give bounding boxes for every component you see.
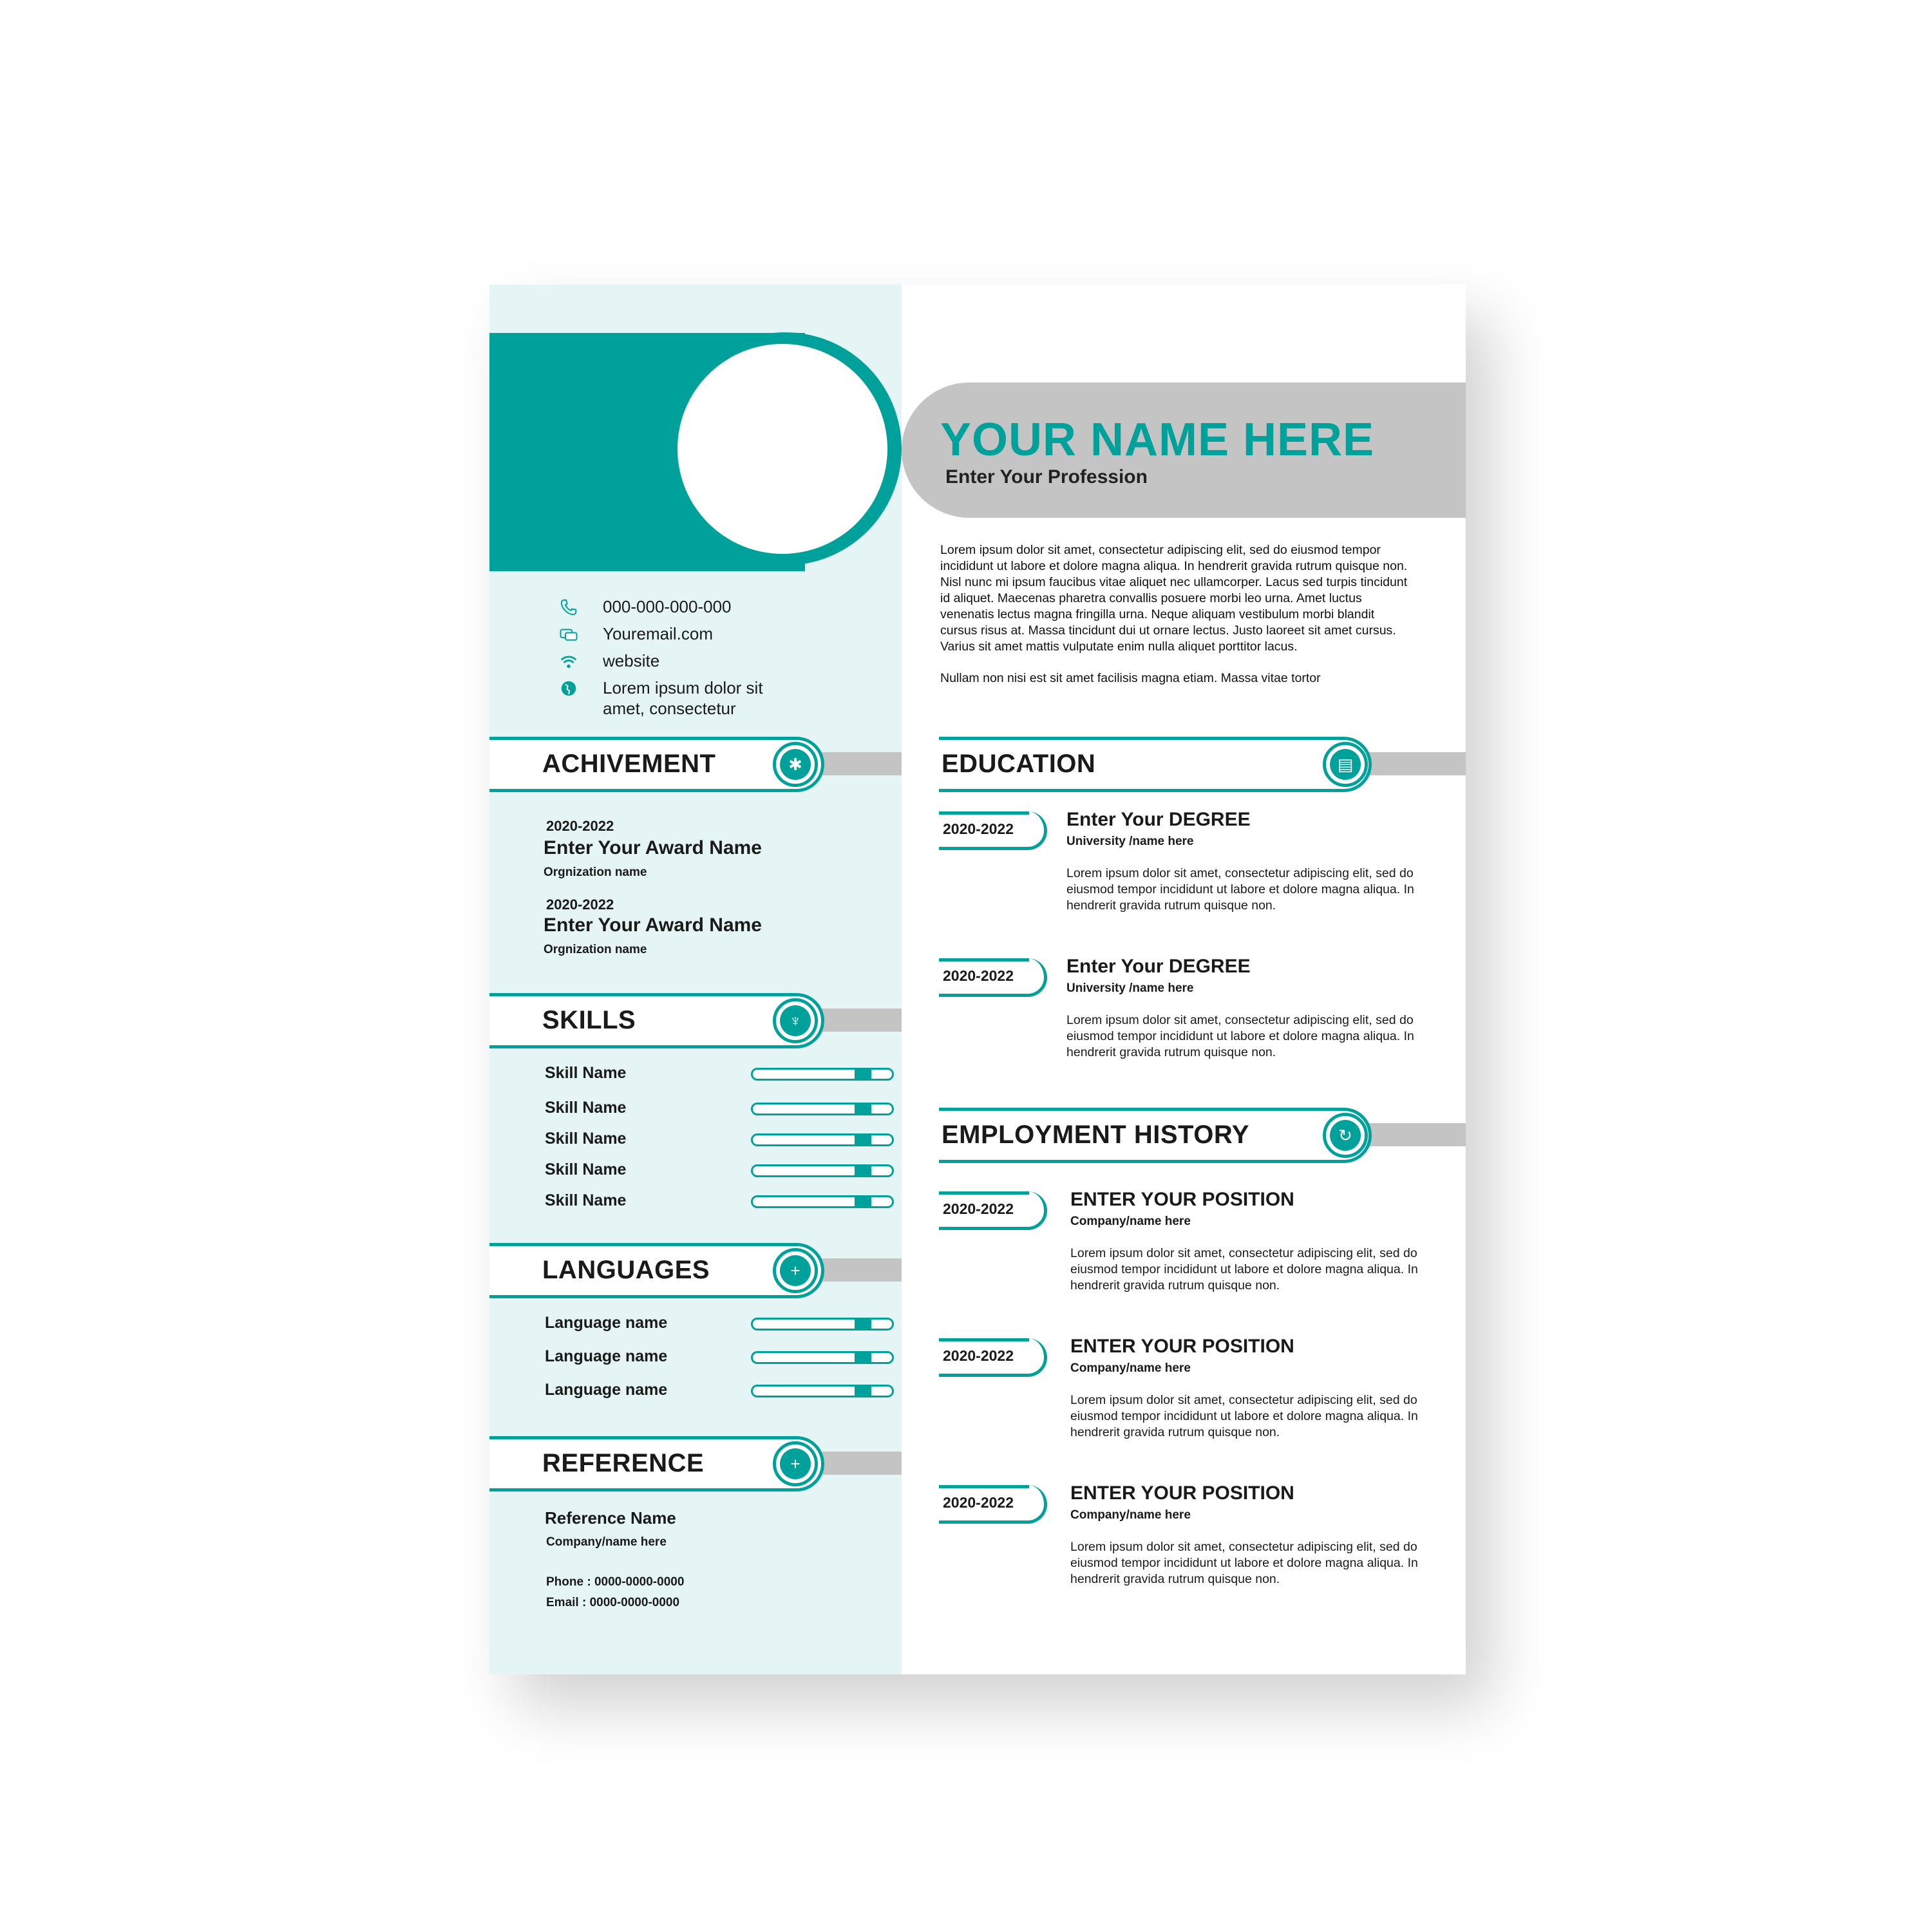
employment-title: EMPLOYMENT HISTORY [942,1121,1249,1149]
level-fill [855,1387,871,1396]
language-row [545,1314,896,1333]
employment-title: ENTER YOUR POSITION [1070,1482,1294,1504]
level-bar [751,1133,894,1146]
skill-row [545,1099,896,1118]
reference-title: REFERENCE [542,1449,705,1477]
user-add-icon: + [773,1248,818,1293]
skill-row [545,1130,896,1149]
bar-label: Skill Name [545,1160,627,1179]
reference-phone: Phone : 0000-0000-0000 [546,1575,685,1589]
pill-top-line [939,1485,1029,1488]
globe-icon [559,679,578,698]
education-description: Lorem ipsum dolor sit amet, consectetur adipiscing elit, sed do eiusmod tempor incididunt ut labore et dolore magna aliqua. In hendrerit gravida rutrum quisque non. [1066,1013,1414,1059]
address-text: Lorem ipsum dolor sit amet, consectetur [603,678,763,718]
refresh-icon: ↻ [1323,1113,1368,1158]
education-description: Lorem ipsum dolor sit amet, consectetur adipiscing elit, sed do eiusmod tempor incididunt ut labore et dolore magna aliqua. In hendrerit gravida rutrum quisque non. [1066,866,1414,913]
education-subtitle: University /name here [1066,981,1194,995]
employment-description: Lorem ipsum dolor sit amet, consectetur adipiscing elit, sed do eiusmod tempor incididunt ut labore et dolore magna aliqua. In hendrerit gravida rutrum quisque non. [1070,1540,1418,1586]
level-bar [751,1195,894,1208]
education-subtitle: University /name here [1066,835,1194,848]
employment-year: 2020-2022 [943,1347,1014,1364]
education-title: EDUCATION [942,750,1096,778]
website-text: website [603,651,660,670]
employment-subtitle: Company/name here [1070,1361,1191,1375]
bar-label: Language name [545,1347,668,1365]
level-bar [751,1164,894,1177]
bar-label: Language name [545,1314,668,1332]
award-name: Enter Your Award Name [544,914,762,936]
about-text [940,542,1410,702]
pill-top-line [939,1338,1029,1341]
year-pill [939,958,1047,997]
about-paragraph: Nullam non nisi est sit amet facilisis magna etiam. Massa vitae tortor [940,671,1321,685]
level-bar [751,1385,894,1397]
year-pill [939,1338,1047,1377]
education-title: Enter Your DEGREE [1066,809,1251,830]
employment-title: ENTER YOUR POSITION [1070,1336,1294,1357]
achievement-title: ACHIVEMENT [542,750,716,778]
pill-top-line [939,1191,1029,1195]
full-name: YOUR NAME HERE [940,414,1375,466]
year-pill [939,1191,1047,1230]
bar-label: Skill Name [545,1064,627,1082]
bar-label: Language name [545,1381,668,1399]
wifi-icon [559,652,578,671]
contact-phone [559,596,796,617]
employment-description: Lorem ipsum dolor sit amet, consectetur adipiscing elit, sed do eiusmod tempor incididunt ut labore et dolore magna aliqua. In hendrerit gravida rutrum quisque non. [1070,1246,1418,1293]
level-bar [751,1068,894,1081]
reference-name: Reference Name [545,1508,676,1528]
phone-icon [559,598,578,617]
header-gray-bar [811,1009,902,1032]
employment-description: Lorem ipsum dolor sit amet, consectetur adipiscing elit, sed do eiusmod tempor incididunt ut labore et dolore magna aliqua. In hendrerit gravida rutrum quisque non. [1070,1393,1418,1439]
year-pill [939,1485,1047,1524]
education-year: 2020-2022 [943,820,1014,837]
about-paragraph: Lorem ipsum dolor sit amet, consectetur adipiscing elit, sed do eiusmod tempor incididunt ut labore et dolore magna aliqua. In hendrerit gravida rutrum quisque non. Nisl nunc mi ipsum faucibus vitae aliquet nec ullamcorper. Lacus sed turpis tincidunt id aliquet. Maecenas pharetra convallis posuere morbi leo urna. Amet luctus venenatis lectus magna fringilla urna. Neque aliquam vestibulum morbi blandit cursus risus at. Massa tincidunt dui ut ornare lectus. Justo laoreet sit amet cursus. Varius sit amet mattis vulputate enim nulla aliquet porttitor lacus. [940,543,1408,654]
skill-row [545,1064,896,1083]
profile-photo-placeholder[interactable] [677,344,887,554]
education-title: Enter Your DEGREE [1066,956,1251,977]
award-year: 2020-2022 [546,896,614,913]
bar-label: Skill Name [545,1191,627,1209]
bar-label: Skill Name [545,1130,627,1148]
level-fill [855,1353,871,1362]
puzzle-icon: ✱ [773,742,818,787]
level-fill [855,1320,871,1329]
employment-year: 2020-2022 [943,1494,1014,1511]
level-fill [855,1166,871,1175]
level-bar [751,1318,894,1331]
employment-title: ENTER YOUR POSITION [1070,1189,1294,1210]
languages-title: LANGUAGES [542,1256,710,1284]
header-gray-bar [811,1258,902,1282]
user-add-icon: + [773,1441,818,1486]
pill-top-line [939,811,1029,815]
level-fill [855,1070,871,1079]
resume-sheet [489,285,1466,1674]
email-text: Youremail.com [603,624,714,643]
tooth-icon: ♆ [773,998,818,1043]
education-year: 2020-2022 [943,967,1014,984]
phone-text: 000-000-000-000 [603,597,732,616]
year-pill [939,811,1047,850]
save-icon: ▤ [1323,742,1368,787]
skill-row [545,1160,896,1180]
skill-row [545,1191,896,1211]
language-row [545,1381,896,1400]
bar-label: Skill Name [545,1099,627,1117]
language-row [545,1347,896,1367]
header-gray-bar [811,1452,902,1475]
contact-address [559,677,796,719]
reference-company: Company/name here [546,1535,667,1549]
pill-top-line [939,958,1029,961]
level-fill [855,1104,871,1113]
reference-email: Email : 0000-0000-0000 [546,1596,680,1609]
employment-year: 2020-2022 [943,1200,1014,1217]
award-name: Enter Your Award Name [544,837,762,858]
employment-subtitle: Company/name here [1070,1508,1191,1522]
contact-email [559,623,796,644]
employment-subtitle: Company/name here [1070,1215,1191,1228]
header-gray-bar [811,752,902,775]
skills-title: SKILLS [542,1006,636,1034]
award-org: Orgnization name [544,943,647,956]
level-bar [751,1103,894,1115]
contact-website [559,650,796,671]
level-bar [751,1351,894,1364]
award-org: Orgnization name [544,866,647,879]
award-year: 2020-2022 [546,818,614,834]
chat-icon [559,625,578,644]
level-fill [855,1197,871,1206]
profession: Enter Your Profession [945,466,1148,488]
level-fill [855,1135,871,1144]
